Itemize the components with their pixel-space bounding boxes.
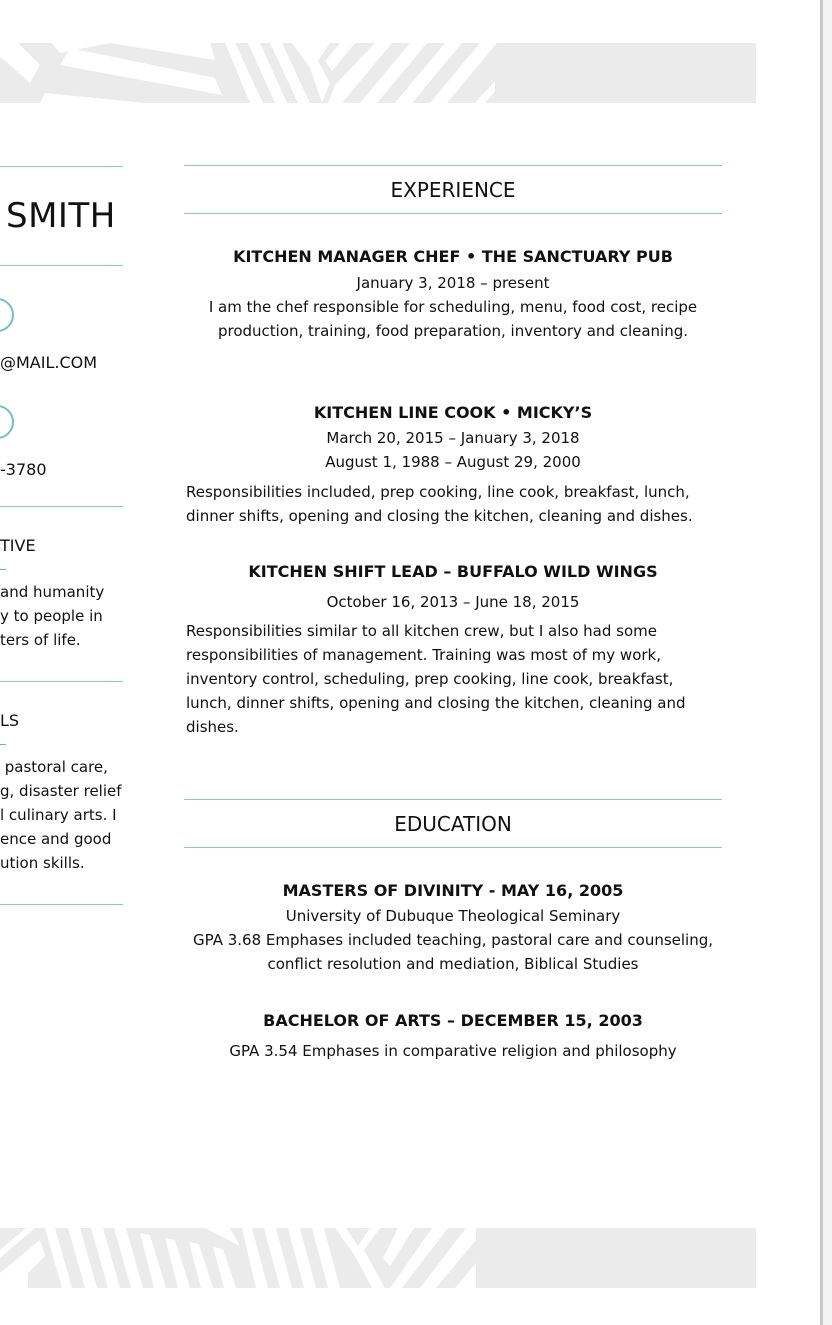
job-title: KITCHEN MANAGER CHEF • THE SANCTUARY PUB bbox=[233, 247, 673, 266]
skills-title: LS bbox=[0, 711, 20, 730]
email-address[interactable]: @MAIL.COM bbox=[0, 353, 98, 372]
job-description: Responsibilities similar to all kitchen crew, but I also had some responsibilities of management. Training was most of my work, inventory control, scheduling, prep cooking, line cook, breakfast, lunch, dinner shifts, opening and closing the kitchen, cleaning and dishes. bbox=[186, 622, 686, 736]
section-divider bbox=[184, 213, 722, 214]
job-dates: October 16, 2013 – June 18, 2015 bbox=[326, 593, 580, 611]
sidebar-divider bbox=[0, 506, 123, 507]
email-icon bbox=[0, 298, 14, 332]
bottom-pattern-banner bbox=[0, 1228, 756, 1288]
sidebar-divider bbox=[0, 166, 123, 167]
degree-details: GPA 3.68 Emphases included teaching, pastoral care and counseling, conflict resolution and mediation, Biblical Studies bbox=[192, 931, 714, 973]
job-description: I am the chef responsible for scheduling, menu, food cost, recipe production, training, food preparation, inventory and cleaning. bbox=[208, 298, 698, 340]
degree-school: University of Dubuque Theological Seminary bbox=[285, 907, 621, 925]
degree-details: GPA 3.54 Emphases in comparative religion and philosophy bbox=[229, 1042, 677, 1060]
job-title: KITCHEN SHIFT LEAD – BUFFALO WILD WINGS bbox=[248, 562, 658, 581]
job-description: Responsibilities included, prep cooking, line cook, breakfast, lunch, dinner shifts, opening and closing the kitchen, cleaning and dishes. bbox=[186, 483, 693, 525]
job-title: KITCHEN LINE COOK • MICKY’S bbox=[313, 403, 593, 422]
phone-icon bbox=[0, 405, 14, 439]
skills-text: pastoral care, g, disaster relief l culinary arts. I ence and good ution skills. bbox=[0, 758, 122, 872]
education-heading: EDUCATION bbox=[394, 812, 512, 836]
degree-title: BACHELOR OF ARTS – DECEMBER 15, 2003 bbox=[263, 1011, 643, 1030]
job-dates: January 3, 2018 – present bbox=[356, 274, 550, 292]
objective-accent-dash bbox=[0, 569, 6, 570]
candidate-name: SMITH bbox=[6, 196, 116, 236]
objective-title: TIVE bbox=[0, 536, 36, 555]
experience-heading: EXPERIENCE bbox=[390, 178, 516, 202]
job-dates: August 1, 1988 – August 29, 2000 bbox=[325, 453, 581, 471]
section-divider bbox=[184, 165, 722, 166]
sidebar-divider bbox=[0, 265, 123, 266]
sidebar-divider bbox=[0, 681, 123, 682]
skills-accent-dash bbox=[0, 744, 6, 745]
phone-number[interactable]: -3780 bbox=[0, 460, 47, 479]
job-dates: March 20, 2015 – January 3, 2018 bbox=[326, 429, 580, 447]
objective-text: and humanity y to people in ters of life. bbox=[0, 583, 105, 649]
section-divider bbox=[184, 799, 722, 800]
section-divider bbox=[184, 847, 722, 848]
top-pattern-banner bbox=[0, 43, 756, 103]
sidebar-divider bbox=[0, 904, 123, 905]
vertical-scrollbar[interactable] bbox=[820, 0, 832, 1325]
degree-title: MASTERS OF DIVINITY - MAY 16, 2005 bbox=[282, 881, 624, 900]
